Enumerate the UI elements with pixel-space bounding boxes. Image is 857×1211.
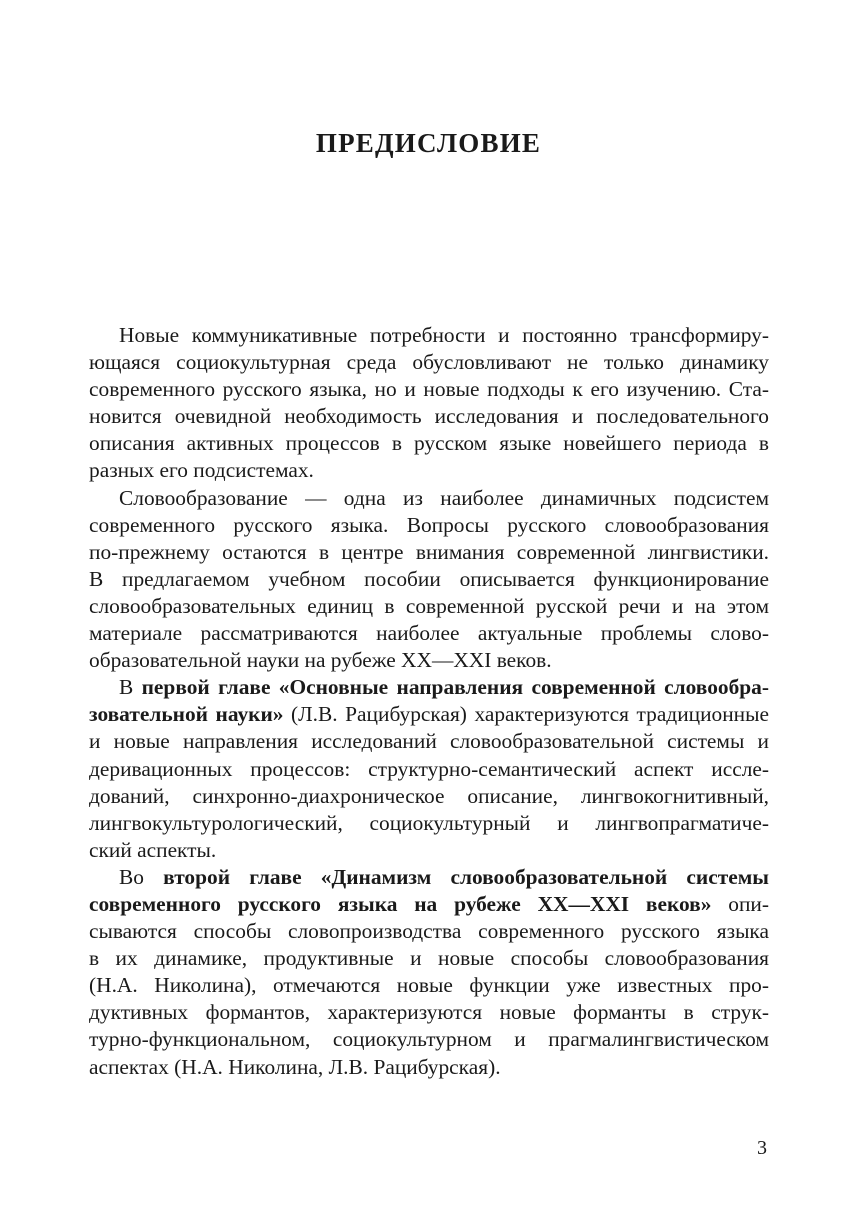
text-segment: современного русского языка, но и новые подходы к его изучению. Ста-	[89, 377, 769, 402]
text-segment: в их динамике, продуктивные и новые способы словообразования	[89, 946, 769, 971]
text-segment: (Н.А. Николина), отмечаются новые функции уже известных про-	[89, 973, 769, 998]
body-text	[89, 322, 769, 1081]
text-line	[89, 999, 769, 1026]
text-line	[89, 376, 769, 403]
text-segment: образовательной науки на рубеже XX—XXI веков.	[89, 648, 552, 673]
page-number: 3	[757, 1137, 767, 1159]
paragraph	[89, 674, 769, 864]
text-line	[89, 620, 769, 647]
paragraph	[89, 322, 769, 485]
text-line	[89, 593, 769, 620]
text-segment: аспектах (Н.А. Николина, Л.В. Рацибурская).	[89, 1054, 501, 1079]
text-line	[89, 728, 769, 755]
text-line	[89, 1026, 769, 1053]
text-segment: ский аспекты.	[89, 837, 217, 862]
text-segment: описания активных процессов в русском языке новейшего периода в	[89, 431, 769, 456]
text-line	[89, 512, 769, 539]
text-segment: турно-функциональном, социокультурном и прагмалингвистическом	[89, 1027, 769, 1052]
text-line	[89, 539, 769, 566]
bold-text: первой главе «Основные направления современной словообра-	[141, 675, 769, 700]
text-segment: дуктивных формантов, характеризуются новые форманты в струк-	[89, 1000, 769, 1025]
text-line	[89, 1054, 769, 1081]
text-segment: словообразовательных единиц в современной русской речи и на этом	[89, 593, 769, 618]
text-segment: Словообразование — одна из наиболее динамичных подсистем	[119, 485, 769, 510]
text-line	[89, 756, 769, 783]
text-line	[89, 918, 769, 945]
text-line	[89, 783, 769, 810]
paragraph	[89, 485, 769, 675]
text-segment: деривационных процессов: структурно-семантический аспект иссле-	[89, 756, 769, 781]
text-segment: опи-	[711, 891, 769, 916]
text-segment: по-прежнему остаются в центре внимания современной лингвистики.	[89, 539, 769, 564]
text-line	[89, 485, 769, 512]
text-segment: В предлагаемом учебном пособии описывается функционирование	[89, 566, 769, 591]
bold-text: современного русского языка на рубеже XX—XXI веков»	[89, 891, 712, 916]
page-title: ПРЕДИСЛОВИЕ	[315, 128, 542, 158]
text-segment: дований, синхронно-диахроническое описание, лингвокогнитивный,	[89, 783, 769, 808]
text-segment: и новые направления исследований словообразовательной системы и	[89, 729, 769, 754]
text-line	[89, 864, 769, 891]
paragraph	[89, 864, 769, 1081]
text-line	[89, 566, 769, 593]
text-segment: ющаяся социокультурная среда обусловливают не только динамику	[89, 350, 769, 375]
text-segment: В	[119, 675, 142, 700]
text-segment: новится очевидной необходимость исследования и последовательного	[89, 404, 769, 429]
text-line	[89, 837, 769, 864]
text-line	[89, 403, 769, 430]
text-line	[89, 647, 769, 674]
text-line	[89, 972, 769, 999]
text-segment: разных его подсистемах.	[89, 458, 314, 483]
text-segment: Новые коммуникативные потребности и постоянно трансформиру-	[119, 323, 769, 347]
text-line	[89, 891, 769, 918]
text-line	[89, 945, 769, 972]
text-line	[89, 322, 769, 349]
text-segment: (Л.В. Рацибурская) характеризуются традиционные	[283, 702, 769, 727]
bold-text: второй главе «Динамизм словообразовательной системы	[163, 864, 770, 889]
text-segment: материале рассматриваются наиболее актуальные проблемы слово-	[89, 621, 769, 646]
text-line	[89, 810, 769, 837]
text-segment: современного русского языка. Вопросы русского словообразования	[89, 512, 769, 537]
text-line	[89, 457, 769, 484]
text-segment: лингвокультурологический, социокультурный и лингвопрагматиче-	[89, 810, 769, 835]
text-line	[89, 674, 769, 701]
text-line	[89, 701, 769, 728]
text-segment: Во	[119, 864, 164, 889]
text-line	[89, 430, 769, 457]
text-segment: сываются способы словопроизводства современного русского языка	[89, 919, 769, 944]
bold-text: зовательной науки»	[89, 702, 284, 727]
text-line	[89, 349, 769, 376]
